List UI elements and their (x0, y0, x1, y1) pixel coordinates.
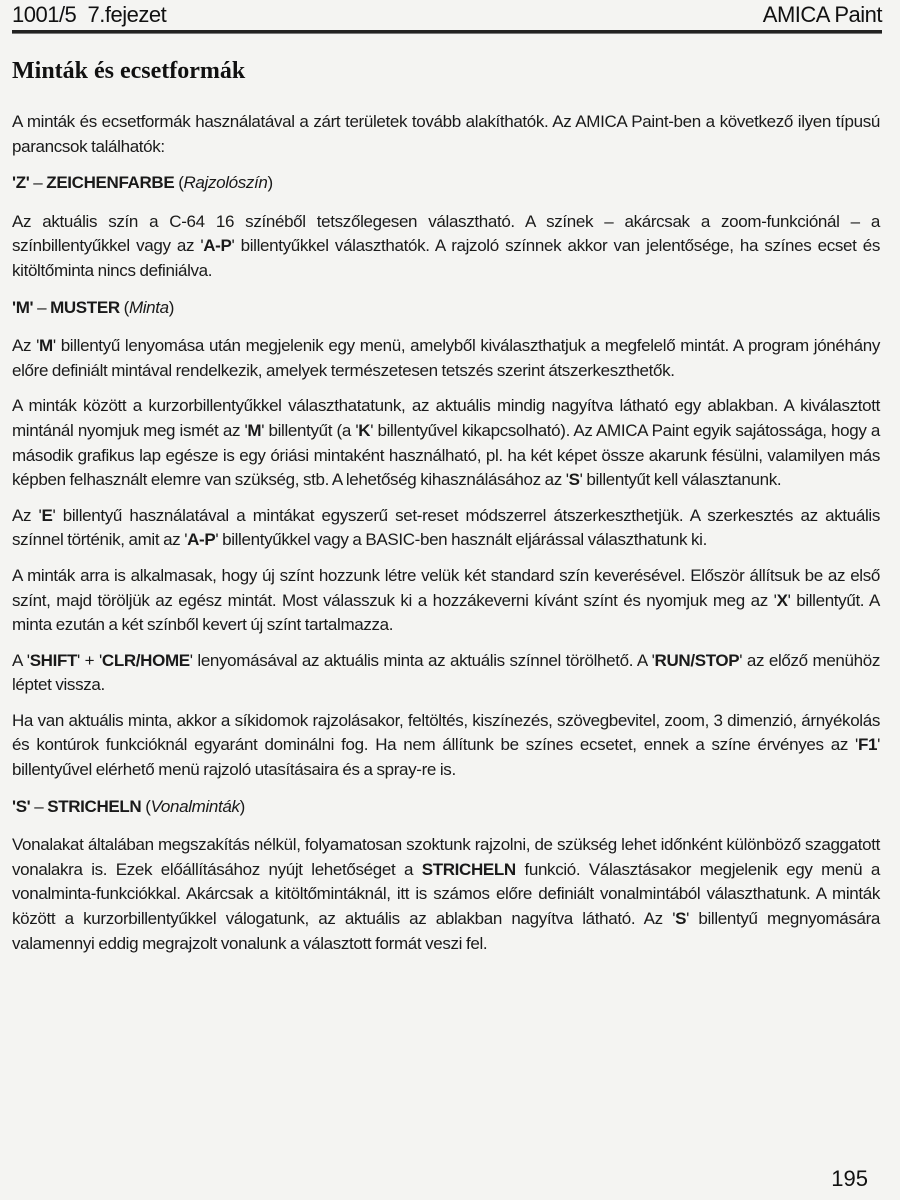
paragraph: Ha van aktuális minta, akkor a síkidomok rajzolásakor, feltöltés, kiszínezés, szövegbevitel, zoom, 3 dimenzió, árnyékolás és kontúrok funkcióknál egyaránt dominálni fog. Ha nem állítunk be színes ecsetet, ennek a színe érvényes az 'F1' billentyűvel elérhető menü rajzoló utasításaira és a spray-re is. (12, 710, 880, 780)
section-name: MUSTER (50, 297, 124, 317)
key-name: K (358, 420, 371, 440)
header-book-title: AMICA Paint (762, 2, 882, 27)
page-title: Minták és ecsetformák (12, 58, 246, 84)
sections (12, 171, 880, 956)
section-heading: 'M' – MUSTER (Minta) (12, 297, 175, 317)
body-text (12, 110, 880, 967)
key-name: A-P (187, 530, 216, 550)
key-name: RUN/STOP (654, 650, 740, 670)
page-number: 195 (831, 1166, 868, 1191)
running-header (12, 2, 882, 28)
key-name: STRICHELN (421, 859, 516, 879)
section-key: 'Z' (12, 173, 30, 193)
section-translation: (Rajzolószín) (178, 173, 273, 193)
key-name: S (675, 909, 687, 929)
section-translation: (Vonalminták) (145, 796, 245, 816)
key-name: S (568, 470, 580, 490)
key-name: SHIFT (29, 650, 78, 670)
intro-paragraph: A minták és ecsetformák használatával a zárt területek tovább alakíthatók. Az AMICA Paint-ben a következő ilyen típusú parancsok találhatók: (12, 112, 880, 156)
section-translation: (Minta) (123, 297, 175, 317)
key-name: E (41, 505, 53, 525)
header-chapter: 1001/5 7.fejezet (12, 2, 167, 27)
book-page (12, 0, 882, 1200)
section-key: 'S' (12, 796, 31, 816)
key-name: M (247, 420, 262, 440)
paragraph: Az 'M' billentyű lenyomása után megjelenik egy menü, amelyből kiválaszthatjuk a megfelelő mintát. A program jónéhány előre definiált mintával rendelkezik, amelyek természetesen tetszés szerint átszerkeszthetők. (12, 336, 880, 380)
paragraph: A minták között a kurzorbillentyűkkel választhatatunk, az aktuális mindig nagyítva látható egy ablakban. A kiválasztott mintánál nyomjuk meg ismét az 'M' billentyűt (a 'K' billentyűvel kikapcsolható). Az AMICA Paint egyik sajátossága, hogy a második grafikus lap egésze is egy óriási mintaként használható, pl. ha két képet össze akarunk fésülni, valamilyen más képben felhasznált elemre van szükség, stb. A lehetőség kihasználásához az 'S' billentyűt kell választanunk. (12, 396, 881, 490)
paragraph: A 'SHIFT' + 'CLR/HOME' lenyomásával az aktuális minta az aktuális színnel törölhető. A 'RUN/STOP' az előző menühöz léptet vissza. (12, 650, 881, 695)
paragraph: Az 'E' billentyű használatával a mintákat egyszerű set-reset módszerrel átszerkeszthetjük. A szerkesztés az aktuális színnel történik, amit az 'A-P' billentyűkkel vagy a BASIC-ben használt eljárással választhatunk ki. (12, 505, 880, 550)
section-key: 'M' (12, 297, 34, 317)
section-heading: 'Z' – ZEICHENFARBE (Rajzolószín) (12, 173, 273, 193)
header-rule (12, 30, 882, 34)
section-heading: 'S' – STRICHELN (Vonalminták) (12, 796, 245, 816)
key-name: M (39, 336, 53, 356)
paragraph: Vonalakat általában megszakítás nélkül, folyamatosan szoktunk rajzolni, de szükség lehet időnként különböző szaggatott vonalakra is. Ezek előállításához nyújt lehetőséget a STRICHELN funkció. Választásakor megjelenik egy menü a vonalminta-funkciókkal. Akárcsak a kitöltőmintáknál, itt is számos előre definiált vonalmintából választhatunk. A minták között a kurzorbillentyűkkel válogatunk, az aktuális az ablakban nagyítva látható. Az 'S' billentyű megnyomására valamennyi eddig megrajzolt vonalunk a választott formát veszi fel. (12, 835, 880, 953)
paragraph: Az aktuális szín a C-64 16 színéből tetszőlegesen választható. A színek – akárcsak a zoom-funkciónál – a színbillentyűkkel vagy az 'A-P' billentyűkkel választhatók. A rajzoló színnek akkor van jelentősége, ha színes ecset és kitöltőminta nincs definiálva. (12, 211, 880, 280)
section-name: ZEICHENFARBE (46, 173, 179, 193)
paragraph: A minták arra is alkalmasak, hogy új színt hozzunk létre velük két standard szín keverésével. Először állítsuk be az első színt, majd töröljük az egész mintát. Most válasszuk ki a hozzákeverni kívánt színt és nyomjuk meg az 'X' billentyűt. A minta ezután a két színből kevert új színt tartalmazza. (12, 565, 880, 635)
key-name: A-P (203, 236, 232, 256)
key-name: CLR/HOME (101, 650, 190, 670)
key-name: F1 (857, 735, 878, 755)
section-name: STRICHELN (47, 796, 146, 816)
key-name: X (776, 590, 788, 610)
